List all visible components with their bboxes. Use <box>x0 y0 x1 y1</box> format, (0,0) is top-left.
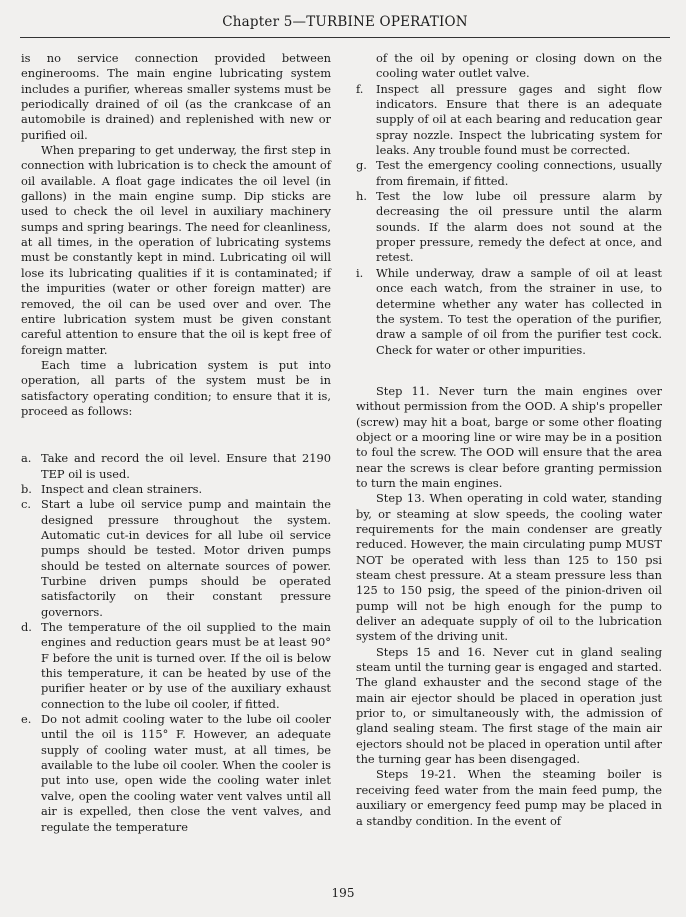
paragraph: is no service connection provided between enginerooms. The main engine lubricating system includes a purifier, whereas smaller systems must be periodically drained of oil (as the crankcase of an automobile is drained) and replenished with new or purified oil. <box>21 51 331 142</box>
paragraph: Step 13. When operating in cold water, standing by, or steaming at slow speeds, the cooling water requirements for the main condenser are greatly reduced. However, the main circulating pump MUST NOT be operated with less than 125 to 150 psi steam chest pressure. At a steam pressure less than 125 to 150 psig, the speed of the pinion-driven oil pump will not be high enough for the pump to deliver an adequate supply of oil to the lubrication system of the driving unit. <box>356 491 662 644</box>
list-item-label: d. <box>21 620 32 635</box>
left-column <box>21 51 331 835</box>
list-item <box>356 158 662 189</box>
list-item-text: Inspect all pressure gages and sight flow indicators. Ensure that there is an adequate supply of oil at each bearing and reducation gear spray nozzle. Inspect the lubricating system for leaks. Any trouble found must be corrected. <box>376 81 662 158</box>
list-item-label: c. <box>21 497 32 512</box>
section-spacer <box>356 358 662 384</box>
page-number: 195 <box>331 886 355 900</box>
running-header: Chapter 5—TURBINE OPERATION <box>222 14 468 30</box>
header-rule <box>20 37 670 38</box>
paragraph: Steps 15 and 16. Never cut in gland sealing steam until the turning gear is engaged and started. The gland exhauster and the second stage of the main air ejector should be placed in operation just prior to, or simultaneously with, the admission of gland sealing steam. The first stage of the main air ejectors should not be placed in operation until after the turning gear has been disengaged. <box>356 644 662 767</box>
right-column <box>356 51 662 829</box>
list-item <box>21 497 331 620</box>
list-item <box>21 620 331 712</box>
list-item <box>356 82 662 159</box>
procedure-list <box>21 451 331 835</box>
paragraph: Steps 19-21. When the steaming boiler is receiving feed water from the main feed pump, the auxiliary or emergency feed pump may be placed in a standby condition. In the event of <box>356 767 662 828</box>
paragraph: Each time a lubrication system is put into operation, all parts of the system must be in satisfactory operating condition; to ensure that it is, proceed as follows: <box>21 357 331 418</box>
list-item-text: Start a lube oil service pump and maintain the designed pressure throughout the system. Automatic cut-in devices for all lube oil service pumps should be tested. Motor driven pumps should be tested on alternate sources of power. Turbine driven pumps should be operated satisfactorily on their constant pressure governors. <box>41 497 331 619</box>
list-item-text: Test the emergency cooling connections, usually from firemain, if fitted. <box>376 158 662 188</box>
list-item-continuation: of the oil by opening or closing down on the cooling water outlet valve. <box>376 51 662 81</box>
list-item-text: The temperature of the oil supplied to the main engines and reduction gears must be at least 90° F before the unit is turned over. If the oil is below this temperature, it can be heated by use of the purifier heater or by use of the auxiliary exhaust connection to the lube oil cooler, if fitted. <box>41 620 331 711</box>
paragraph: Step 11. Never turn the main engines over without permission from the OOD. A ship's propeller (screw) may hit a boat, barge or some other floating object or a mooring line or wire may be in a position to foul the screw. The OOD will ensure that the area near the screws is clear before granting permission to turn the main engines. <box>356 383 662 490</box>
list-item-label: i. <box>356 265 364 280</box>
list-item <box>356 189 662 266</box>
list-item-label: a. <box>21 451 32 466</box>
list-item <box>21 482 331 497</box>
list-item-label: e. <box>21 712 32 727</box>
list-item-text: Take and record the oil level. Ensure that 2190 TEP oil is used. <box>41 451 331 481</box>
list-item-label: b. <box>21 481 32 496</box>
list-item-text: Do not admit cooling water to the lube oil cooler until the oil is 115° F. However, an adequate supply of cooling water must, at all times, be available to the lube oil cooler. When the cooler is put into use, open wide the cooling water inlet valve, open the cooling water vent valves until all air is expelled, then close the vent valves, and regulate the temperature <box>41 712 331 834</box>
list-item-label: f. <box>356 81 364 96</box>
list-item <box>21 712 331 835</box>
list-item-text: Test the low lube oil pressure alarm by decreasing the oil pressure until the alarm sounds. If the alarm does not sound at the proper pressure, remedy the defect at once, and retest. <box>376 189 662 265</box>
list-item-text: While underway, draw a sample of oil at least once each watch, from the strainer in use, to determine whether any water has collected in the system. To test the operation of the purifier, draw a sample of oil from the purifier test cock. Check for water or other impurities. <box>376 265 662 357</box>
list-item <box>356 266 662 358</box>
list-item <box>21 451 331 482</box>
list-item-text: Inspect and clean strainers. <box>41 481 203 496</box>
list-item-label: h. <box>356 189 367 204</box>
paragraph: When preparing to get underway, the first step in connection with lubrication is to check the amount of oil available. A float gage indicates the oil level (in gallons) in the main engine sump. Dip sticks are used to check the oil level in auxiliary machinery sumps and spring bearings. The need for cleanliness, at all times, in the operation of lubricating systems must be constantly kept in mind. Lubricating oil will lose its lubricating qualities if it is contaminated; if the impurities (water or other foreign matter) are removed, the oil can be used over and over. The entire lubrication system must be given constant careful attention to ensure that the oil is kept free of foreign matter. <box>21 143 331 357</box>
list-item-label: g. <box>356 158 367 173</box>
